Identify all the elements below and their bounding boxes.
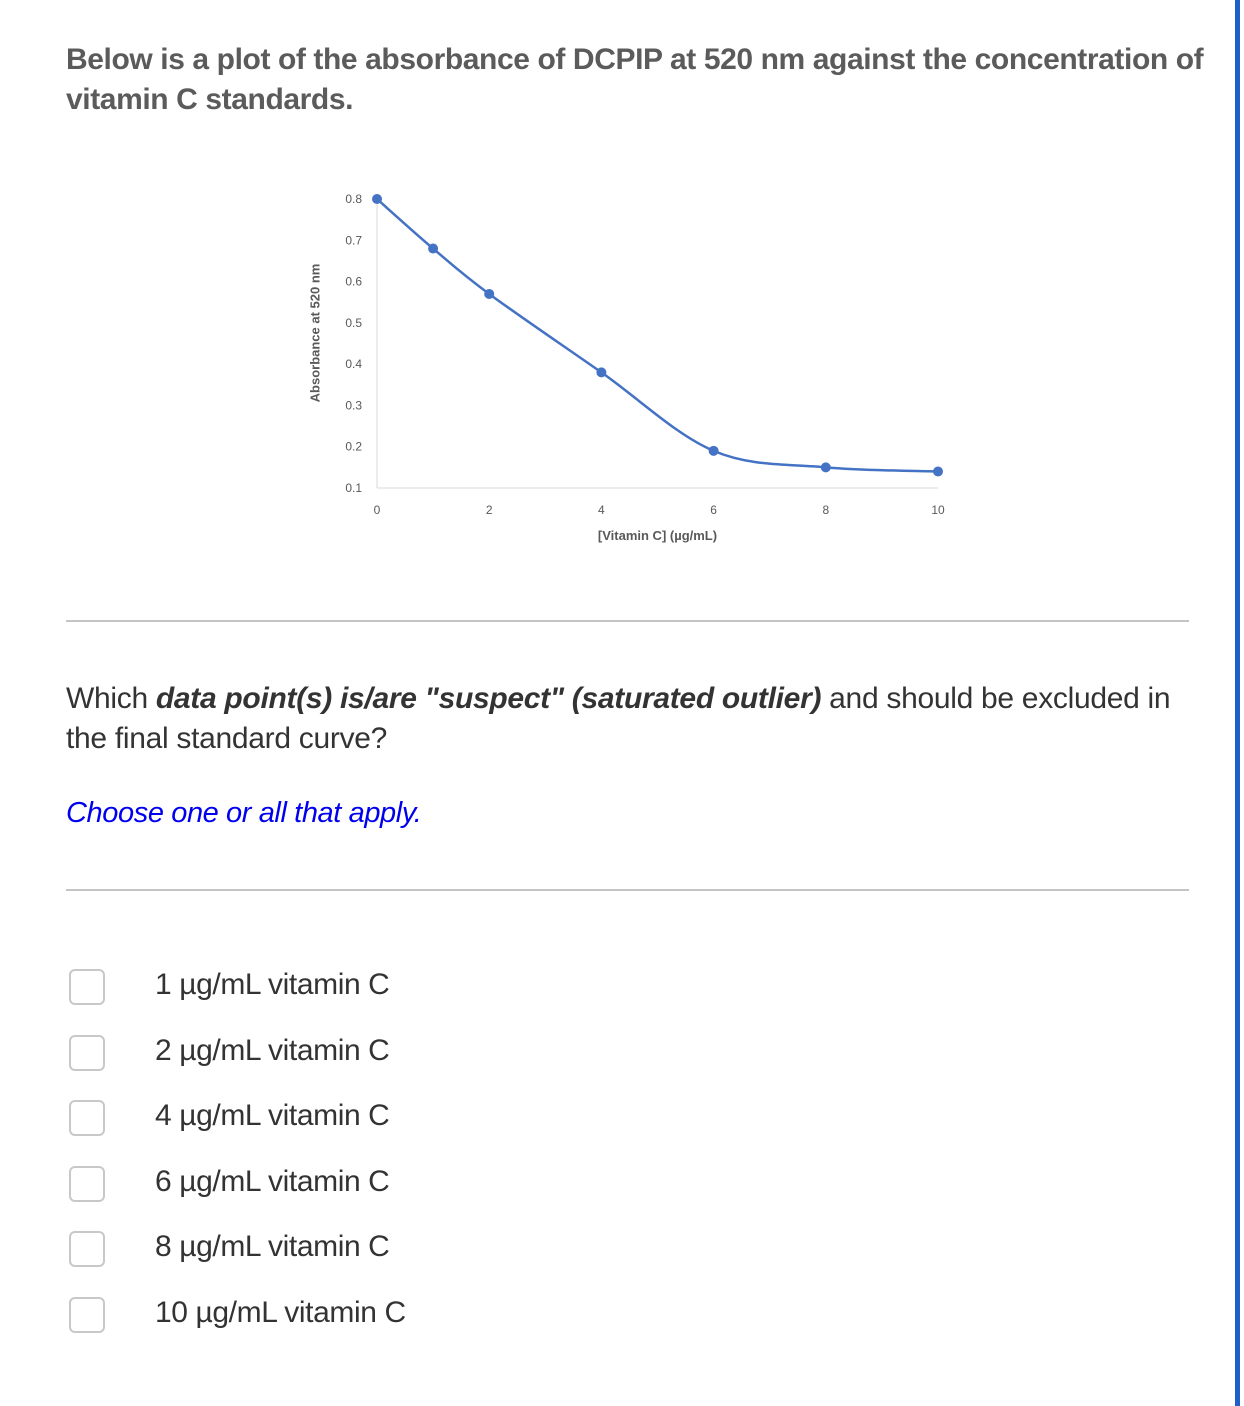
data-point-marker: [428, 244, 438, 254]
data-point-marker: [933, 466, 943, 476]
intro-text: Below is a plot of the absorbance of DCPIP at 520 nm against the concentration of vitamin C standards.: [66, 43, 1204, 116]
series-line: [377, 199, 938, 471]
data-point-marker: [821, 462, 831, 472]
option-label: 8 µg/mL vitamin C: [155, 1230, 390, 1263]
option-label: 2 µg/mL vitamin C: [155, 1033, 390, 1067]
x-axis-title: [Vitamin C] (µg/mL): [597, 528, 718, 543]
checkbox[interactable]: [69, 1231, 105, 1267]
y-tick-label: 0.6: [345, 274, 362, 289]
x-tick-label: 0: [373, 503, 381, 517]
y-tick-label: 0.7: [345, 233, 362, 248]
question-prefix: Which: [66, 682, 156, 715]
option-1-ug[interactable]: [66, 960, 766, 1026]
x-tick-label: 6: [710, 503, 717, 517]
divider-bottom: [66, 889, 1189, 891]
x-tick-label: 8: [822, 503, 830, 517]
y-tick-label: 0.3: [345, 398, 362, 413]
y-tick-label: 0.1: [345, 481, 362, 495]
right-accent-bar: [1235, 0, 1240, 1406]
question-text: [66, 679, 1196, 759]
data-point-marker: [709, 446, 719, 456]
y-tick-label: 0.4: [345, 357, 362, 372]
absorbance-chart: [290, 170, 970, 560]
y-tick-label: 0.2: [345, 439, 362, 454]
option-label: 6 µg/mL vitamin C: [155, 1164, 390, 1198]
y-axis-title: Absorbance at 520 nm: [307, 263, 323, 403]
checkbox[interactable]: [69, 969, 105, 1005]
data-point-marker: [596, 367, 606, 377]
data-point-marker: [372, 194, 382, 204]
option-6-ug[interactable]: [66, 1157, 766, 1223]
option-label: 4 µg/mL vitamin C: [155, 1099, 390, 1132]
option-4-ug[interactable]: [66, 1091, 766, 1157]
data-point-marker: [484, 289, 494, 299]
checkbox[interactable]: [69, 1035, 105, 1071]
option-label: 1 µg/mL vitamin C: [155, 968, 390, 1001]
x-tick-label: 10: [931, 503, 945, 517]
instruction-text: Choose one or all that apply.: [66, 797, 422, 829]
checkbox[interactable]: [69, 1166, 105, 1202]
question-emphasis: data point(s) is/are "suspect" (saturated outlier): [155, 682, 822, 715]
x-tick-label: 2: [485, 503, 493, 517]
option-8-ug[interactable]: [66, 1222, 766, 1288]
option-2-ug[interactable]: [66, 1026, 766, 1092]
answer-options: [66, 960, 766, 1353]
chart-svg: [290, 170, 970, 560]
option-label: 10 µg/mL vitamin C: [155, 1295, 406, 1329]
y-tick-label: 0.8: [345, 192, 362, 206]
question-suffix: and should be excluded in the final standard curve?: [66, 682, 1171, 755]
y-tick-label: 0.5: [345, 315, 362, 330]
divider-top: [66, 620, 1189, 622]
option-10-ug[interactable]: [66, 1288, 766, 1354]
checkbox[interactable]: [69, 1297, 105, 1333]
x-tick-label: 4: [598, 503, 605, 517]
checkbox[interactable]: [69, 1100, 105, 1136]
